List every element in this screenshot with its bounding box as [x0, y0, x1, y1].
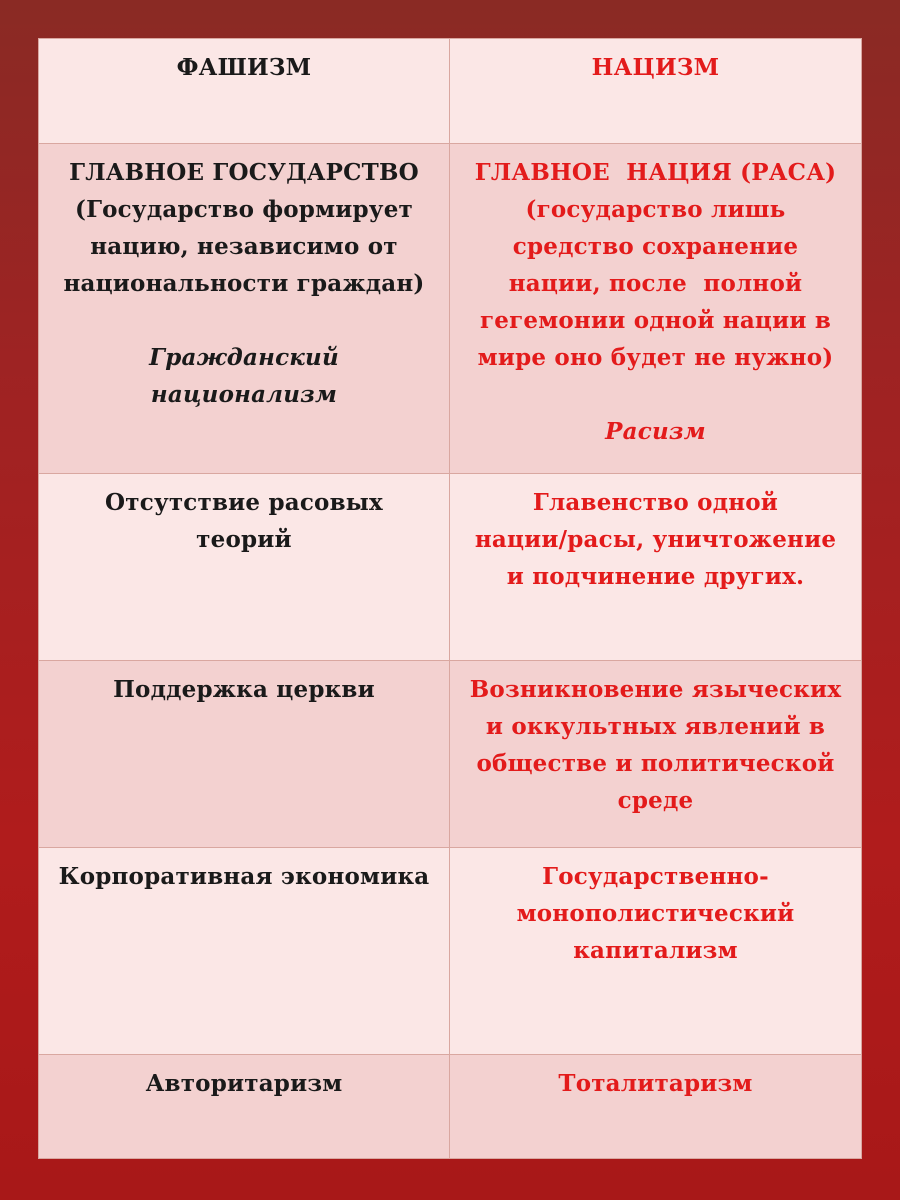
cell-line: и оккультных явлений в: [485, 713, 826, 740]
cell-line: Корпоративная экономика: [58, 863, 430, 890]
comparison-table: [38, 38, 862, 1159]
cell-line: монополистический: [516, 900, 795, 927]
table-row: [39, 1055, 862, 1159]
cell-line-italic: национализм: [150, 381, 338, 408]
header-fascism: ФАШИЗМ: [39, 39, 450, 144]
cell-line: (Государство формирует: [74, 196, 414, 223]
cell-line: ГЛАВНОЕ ГОСУДАРСТВО: [69, 159, 419, 186]
cell-nazism: [450, 1055, 862, 1159]
table-row: [39, 474, 862, 661]
table-row: [39, 848, 862, 1055]
cell-line: нацию, независимо от: [90, 233, 398, 260]
header-nazism: НАЦИЗМ: [450, 39, 862, 144]
cell-line: национальности граждан): [63, 270, 425, 297]
cell-nazism: [450, 474, 862, 661]
cell-line: теорий: [196, 526, 292, 553]
cell-nazism: [450, 661, 862, 848]
cell-fascism: [39, 144, 450, 474]
cell-line: обществе и политической: [476, 750, 835, 777]
cell-line: среде: [617, 787, 694, 814]
cell-nazism: [450, 848, 862, 1055]
cell-line: ГЛАВНОЕ НАЦИЯ (РАСА): [474, 159, 837, 186]
cell-line: средство сохранение: [512, 233, 799, 260]
cell-fascism: [39, 1055, 450, 1159]
table-row: [39, 661, 862, 848]
cell-line: Главенство одной: [532, 489, 779, 516]
header-row: [39, 39, 862, 144]
cell-fascism: [39, 848, 450, 1055]
cell-nazism: [450, 144, 862, 474]
cell-fascism: [39, 661, 450, 848]
cell-line: Государственно-: [542, 863, 769, 890]
cell-line-italic: Гражданский: [149, 344, 339, 371]
cell-line: Отсутствие расовых: [105, 489, 383, 516]
cell-line: капитализм: [573, 937, 738, 964]
cell-line: Возникновение языческих: [469, 676, 842, 703]
cell-line: и подчинение других.: [506, 563, 805, 590]
cell-line: Поддержка церкви: [113, 676, 375, 703]
cell-line: мире оно будет не нужно): [477, 344, 834, 371]
cell-line: Авторитаризм: [145, 1070, 343, 1097]
cell-line: (государство лишь: [525, 196, 786, 223]
cell-line-italic: Расизм: [605, 418, 706, 445]
cell-line: нации, после полной: [508, 270, 803, 297]
cell-line: гегемонии одной нации в: [479, 307, 832, 334]
cell-fascism: [39, 474, 450, 661]
cell-line: Тоталитаризм: [558, 1070, 753, 1097]
table-row: [39, 144, 862, 474]
cell-line: нации/расы, уничтожение: [474, 526, 837, 553]
